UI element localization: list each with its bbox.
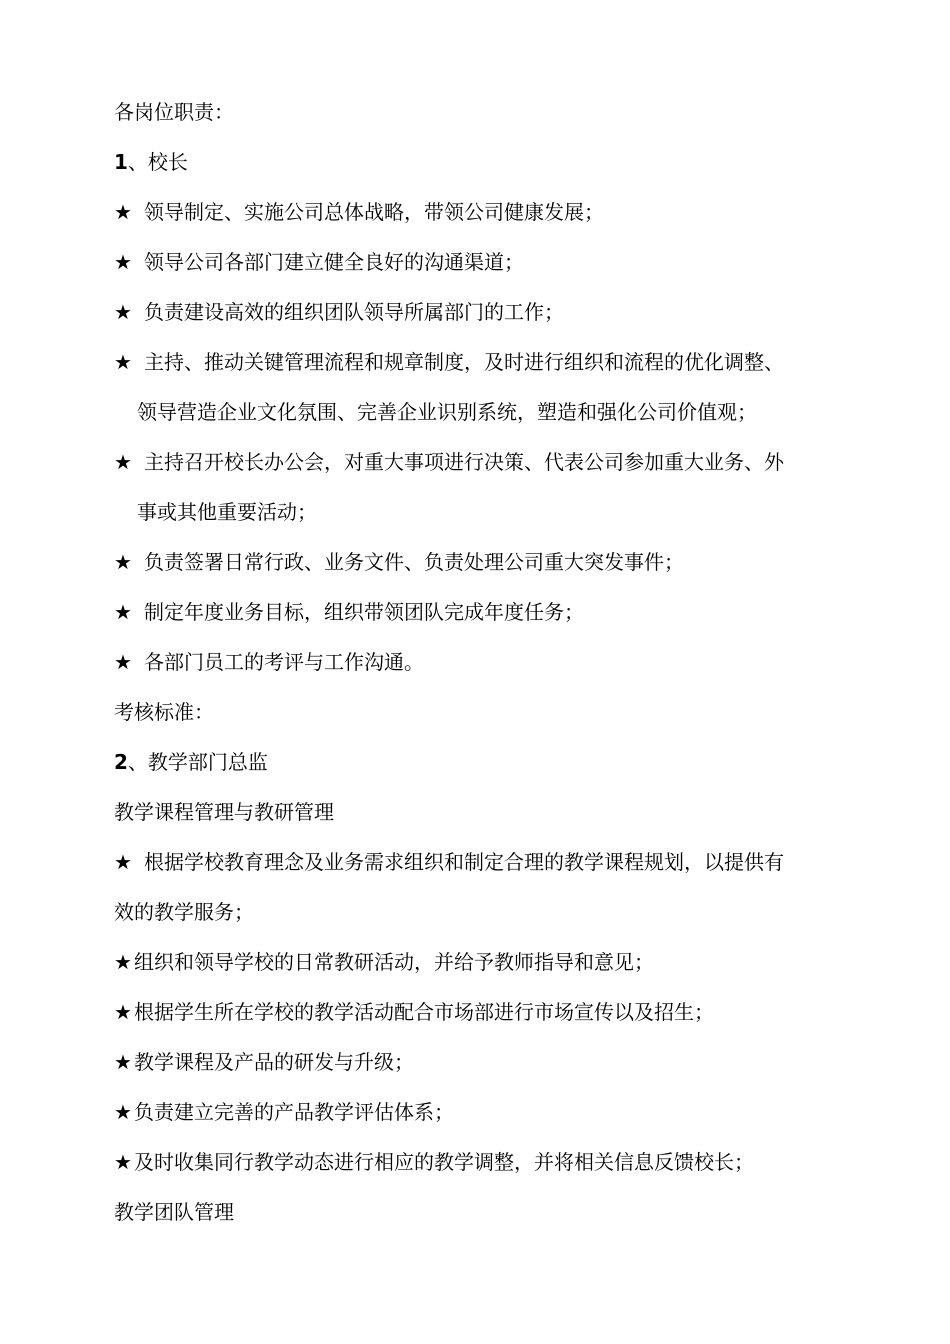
principal-item-1: ★ 领导制定、实施公司总体战略，带领公司健康发展；: [114, 200, 604, 224]
subheading-curriculum: 教学课程管理与教研管理: [114, 800, 334, 824]
section-title: 、教学部门总监: [127, 750, 268, 774]
principal-item-5-cont: 事或其他重要活动；: [137, 500, 317, 524]
principal-item-2: ★ 领导公司各部门建立健全良好的沟通渠道；: [114, 250, 524, 274]
principal-item-3: ★ 负责建设高效的组织团队领导所属部门的工作；: [114, 300, 564, 324]
section-title: 、校长: [127, 150, 188, 174]
star-icon: ★: [114, 450, 132, 474]
principal-item-7: ★ 制定年度业务目标，组织带领团队完成年度任务；: [114, 600, 584, 624]
heading-duties: 各岗位职责：: [114, 100, 234, 124]
principal-item-4-cont: 领导营造企业文化氛围、完善企业识别系统，塑造和强化公司价值观；: [137, 400, 757, 424]
teaching-item-1: ★ 根据学校教育理念及业务需求组织和制定合理的教学课程规划，以提供有: [114, 850, 784, 874]
teaching-item-6: ★ 及时收集同行教学动态进行相应的教学调整，并将相关信息反馈校长；: [114, 1150, 754, 1174]
section-number: 2: [114, 750, 128, 774]
star-icon: ★: [114, 850, 132, 874]
teaching-item-4: ★ 教学课程及产品的研发与升级；: [114, 1050, 414, 1074]
star-icon: ★: [114, 300, 132, 324]
teaching-item-2: ★ 组织和领导学校的日常教研活动，并给予教师指导和意见；: [114, 950, 654, 974]
star-icon: ★: [114, 350, 132, 374]
star-icon: ★: [114, 550, 132, 574]
principal-item-5: ★ 主持召开校长办公会，对重大事项进行决策、代表公司参加重大业务、外: [114, 450, 784, 474]
star-icon: ★: [114, 1100, 132, 1124]
star-icon: ★: [114, 1050, 132, 1074]
section-2-heading: [114, 750, 268, 774]
star-icon: ★: [114, 1000, 132, 1024]
teaching-item-5: ★ 负责建立完善的产品教学评估体系；: [114, 1100, 454, 1124]
star-icon: ★: [114, 650, 132, 674]
star-icon: ★: [114, 1150, 132, 1174]
teaching-item-3: ★ 根据学生所在学校的教学活动配合市场部进行市场宣传以及招生；: [114, 1000, 714, 1024]
star-icon: ★: [114, 250, 132, 274]
principal-item-6: ★ 负责签署日常行政、业务文件、负责处理公司重大突发事件；: [114, 550, 684, 574]
star-icon: ★: [114, 950, 132, 974]
assessment-heading: 考核标准：: [114, 700, 214, 724]
teaching-item-1-cont: 效的教学服务；: [114, 900, 254, 924]
principal-item-8: ★ 各部门员工的考评与工作沟通。: [114, 650, 424, 674]
principal-item-4: ★ 主持、推动关键管理流程和规章制度，及时进行组织和流程的优化调整、: [114, 350, 784, 374]
section-number: 1: [114, 150, 128, 174]
star-icon: ★: [114, 200, 132, 224]
subheading-team: 教学团队管理: [114, 1200, 234, 1224]
section-1-heading: [114, 150, 188, 174]
star-icon: ★: [114, 600, 132, 624]
